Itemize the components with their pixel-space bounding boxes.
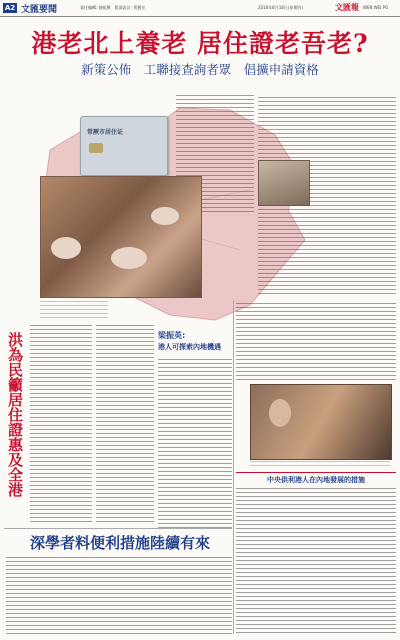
residence-permit-card — [80, 116, 168, 176]
main-headline: 港老北上養老 居住證老吾老? — [31, 29, 369, 58]
mid-body-column — [96, 322, 154, 522]
left-body-column — [30, 322, 92, 522]
brand-logo: 文匯報 — [335, 3, 359, 12]
leung-box — [158, 330, 232, 528]
vertical-headline: 洪為民籲居住證惠及全港 — [6, 332, 24, 497]
card-chip — [89, 143, 103, 153]
portrait-photo — [250, 384, 392, 460]
portrait-caption — [250, 460, 390, 466]
column-divider — [233, 300, 234, 634]
meeting-photo — [258, 160, 310, 206]
elderly-restaurant-photo — [40, 176, 202, 298]
right-mid-column — [236, 300, 396, 380]
measures-box — [236, 472, 396, 633]
measures-box-title: 中央供利港人在內地發展的措施 — [267, 476, 365, 484]
leung-box-subtitle: 港人可探索內地機遇 — [158, 343, 221, 351]
issue-date: 2016年8月18日(星期四) — [258, 5, 303, 10]
page-tag: A2 — [4, 4, 16, 12]
photo-caption — [40, 300, 108, 318]
header-bar — [0, 0, 400, 17]
main-subheadline: 新策公佈 工聯接查詢者眾 倡擴申請資格 — [81, 62, 319, 77]
bottom-headline: 深學者料便利措施陸續有來 — [30, 534, 211, 552]
brand-english: WEN WEI PO — [363, 5, 389, 10]
section-title: 文匯要聞 — [21, 5, 58, 15]
section-divider — [4, 528, 232, 529]
bottom-body — [6, 556, 232, 634]
card-label: 常厥市居住证 — [87, 129, 124, 136]
editor-credits: 責任編輯: 陳振興 版面設計: 黃寶光 — [80, 5, 146, 10]
leung-box-title: 梁振英: — [158, 331, 186, 340]
